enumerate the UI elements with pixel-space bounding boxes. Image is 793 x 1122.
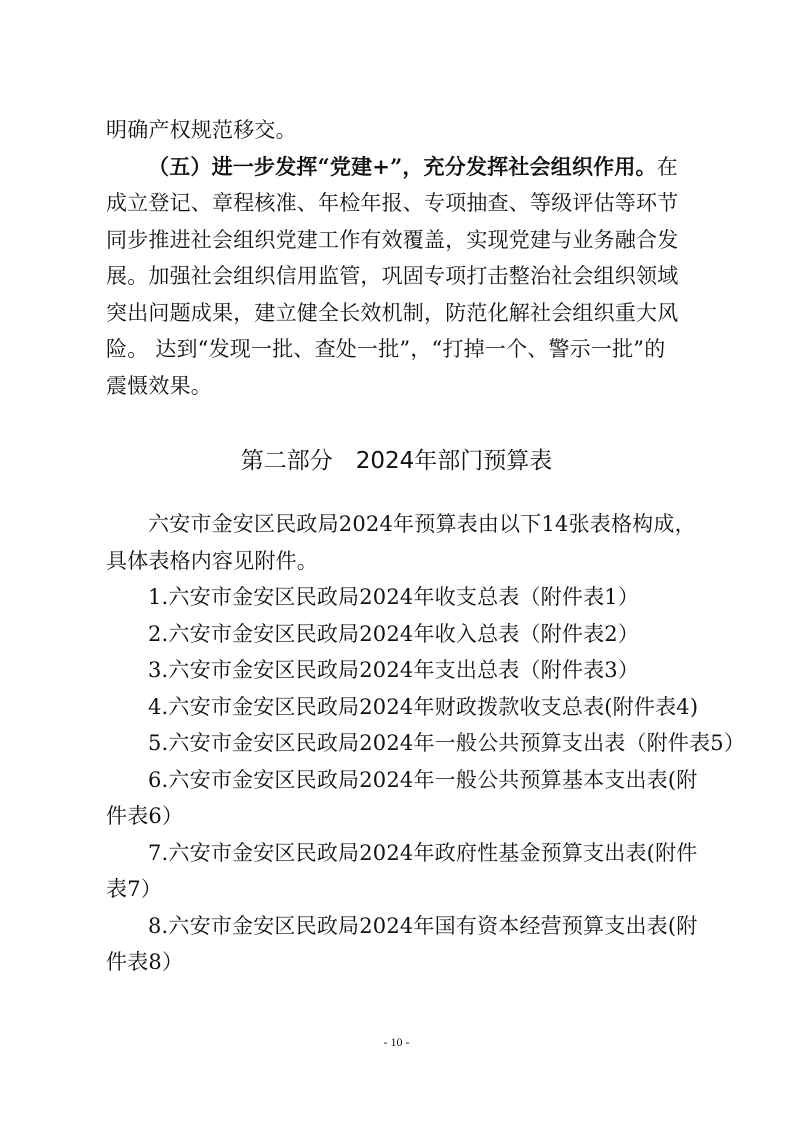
part-two-intro-line2: 具体表格内容见附件。 bbox=[106, 548, 318, 573]
list-item: 8.六安市金安区民政局2024年国有资本经营预算支出表(附 bbox=[148, 913, 698, 938]
part-two-title: 第二部分 2024年部门预算表 bbox=[240, 448, 553, 474]
page-number: - 10 - bbox=[383, 1035, 410, 1049]
section-five-line2: 成立登记、章程核准、年检年报、专项抽查、等级评估等环节 bbox=[106, 191, 679, 215]
previous-paragraph-tail: 明确产权规范移交。 bbox=[106, 118, 297, 142]
list-item: 4.六安市金安区民政局2024年财政拨款收支总表(附件表4) bbox=[148, 694, 699, 719]
list-item-continuation: 件表6） bbox=[106, 804, 184, 828]
section-five-first-line bbox=[106, 149, 690, 186]
section-five-line3: 同步推进社会组织党建工作有效覆盖，实现党建与业务融合发 bbox=[106, 227, 679, 252]
list-item: 3.六安市金安区民政局2024年支出总表（附件表3） bbox=[148, 658, 640, 682]
list-item: 7.六安市金安区民政局2024年政府性基金预算支出表(附件 bbox=[148, 840, 698, 865]
part-two-body bbox=[106, 506, 746, 981]
list-item-continuation: 件表8） bbox=[106, 950, 184, 974]
list-item: 5.六安市金安区民政局2024年一般公共预算支出表（附件表5） bbox=[148, 731, 746, 755]
section-five-line5: 突出问题成果，建立健全长效机制，防范化解社会组织重大风 bbox=[106, 300, 679, 325]
section-five-line1-rest: 在 bbox=[656, 154, 678, 179]
section-five-heading: （五）进一步发挥“党建+”，充分发挥社会组织作用。 bbox=[148, 153, 657, 179]
section-five-block bbox=[106, 112, 690, 404]
part-two-intro-line1: 六安市金安区民政局2024年预算表由以下14张表格构成， bbox=[148, 512, 696, 536]
section-five-line4: 展。加强社会组织信用监管，巩固专项打击整治社会组织领域 bbox=[106, 264, 679, 288]
section-five-line6: 险。 达到“发现一批、查处一批”，“打掉一个、警示一批”的 bbox=[106, 337, 666, 361]
list-item: 1.六安市金安区民政局2024年收支总表（附件表1） bbox=[148, 585, 640, 609]
section-five-line7: 震慑效果。 bbox=[106, 373, 212, 398]
list-item-continuation: 表7） bbox=[106, 877, 162, 901]
list-item: 6.六安市金安区民政局2024年一般公共预算基本支出表(附 bbox=[148, 767, 698, 792]
list-item: 2.六安市金安区民政局2024年收入总表（附件表2） bbox=[148, 621, 640, 646]
